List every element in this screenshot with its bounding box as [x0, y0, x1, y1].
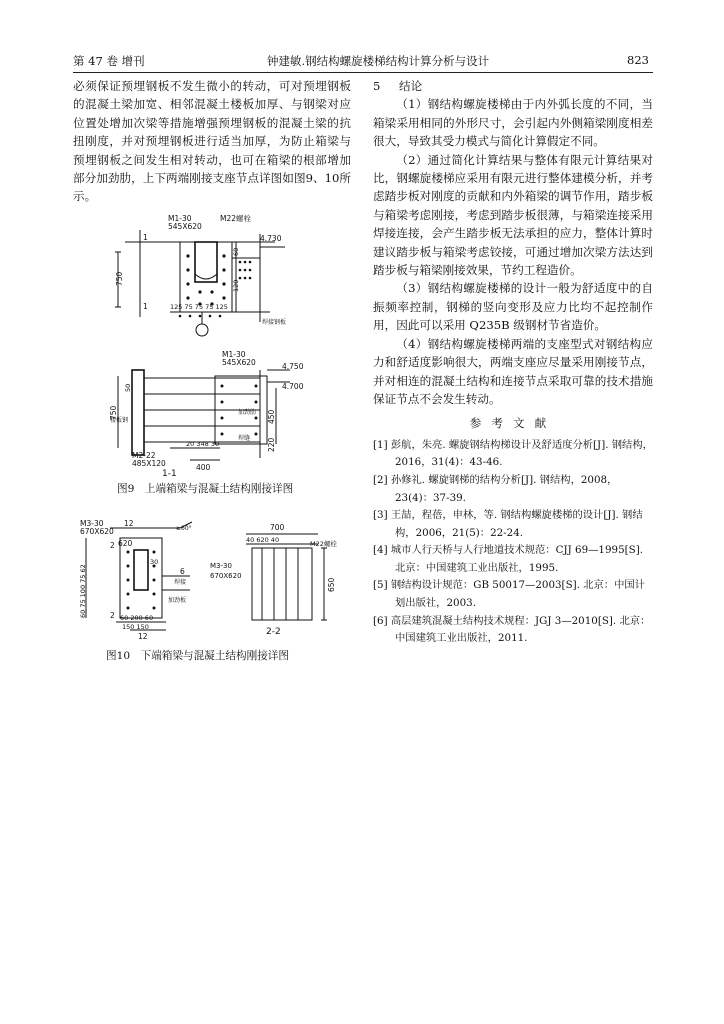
fig9-m1-size: 545X620 — [168, 222, 202, 231]
reference-item: [2] 孙修礼. 螺旋钢梯的结构分析[J]. 钢结构，2008，23(4)：37-39. — [373, 473, 618, 504]
fig9-s-stiffener-label: 加劲肋 — [238, 409, 257, 416]
fig9-weld-label: 焊接钢板 — [262, 319, 287, 326]
fig10-dim-6: 6 — [180, 567, 185, 576]
left-column — [73, 77, 351, 206]
fig10-m3-label: M3-30 — [80, 519, 104, 528]
fig9-dim-120: 120 — [232, 279, 240, 292]
fig10-r-m22: M22螺栓 — [310, 540, 337, 548]
section-heading — [373, 77, 653, 95]
fig9-section-mark-1: 1 — [143, 233, 148, 242]
conclusion-paragraph-3: （3）钢结构螺旋楼梯的设计一般为舒适度中的自振频率控制，钢梯的竖向变形及应力比均不起控制作用，因此可以采用 Q235B 级钢材节省造价。 — [373, 281, 653, 333]
fig9-s-elev2: 4.700 — [282, 382, 304, 391]
reference-item: [3] 王喆，程蓓，申林，等. 钢结构螺旋楼梯的设计[J]. 钢结构，2006，21(5)：22-24. — [373, 509, 643, 539]
fig10-r-m3-size: 670X620 — [210, 572, 242, 580]
conclusion-paragraph-2: （2）通过简化计算结果与整体有限元计算结果对比，钢螺旋楼梯应采用有限元进行整体建模分析，并考虑踏步板对刚度的贡献和内外箱梁的调节作用，踏步板与箱梁考虑刚接，考虑到踏步板很薄，与箱梁连接采用焊接连接，会产生踏步板无法承担的应力，整体计算时建议踏步板与箱梁考虑铰接，可通过增加次梁方法达到踏步板与箱梁刚接效果，节约工程造价。 — [373, 152, 653, 278]
fig9-s-m1-label: M1-30 — [222, 350, 246, 359]
figure10-left-drawing — [80, 518, 200, 643]
reference-item: [1] 彭航，朱亮. 螺旋钢结构梯设计及舒适度分析[J]. 钢结构，2016，31(4)：43-46. — [373, 438, 653, 469]
fig9-s-weld-label: 焊缝 — [238, 435, 251, 442]
running-header — [73, 50, 653, 73]
fig10-dim-12: 12 — [124, 519, 134, 528]
fig10-r-m3-label: M3-30 — [210, 562, 232, 570]
fig10-r-dim-650: 650 — [327, 577, 336, 592]
fig9-s-dim-450: 450 — [267, 409, 276, 424]
fig10-weld-label: 焊接 — [174, 579, 187, 586]
figure9-top-drawing — [110, 212, 290, 337]
journal-volume: 第 47 卷 增刊 — [73, 54, 145, 68]
fig9-s-dim-220: 220 — [267, 437, 276, 452]
fig9-s-slab-label: 楼板钢 — [110, 417, 129, 424]
fig10-r-dim-top: 40 620 40 — [246, 536, 280, 544]
conclusion-paragraph-4: （4）钢结构螺旋楼梯两端的支座型式对钢结构应力和舒适度影响很大，两端支座应尽量采用刚接节点，并对相连的混凝土结构和连接节点采取可靠的技术措施保证节点不会发生转动。 — [373, 336, 653, 406]
fig9-elevation: 4.730 — [260, 234, 282, 243]
fig9-s-m2-label: M2-22 — [132, 451, 156, 460]
fig9-dim-60: 60 — [232, 247, 240, 256]
reference-item: [6] 高层建筑混凝土结构技术规程：JGJ 3—2010[S]. 北京：中国建筑工业出版社，2011. — [373, 614, 651, 645]
fig9-section-title: 1-1 — [162, 469, 177, 479]
fig10-angle-label: ≥60° — [176, 525, 192, 532]
fig9-m22-label: M22螺栓 — [220, 214, 252, 223]
references-heading: 参考文献 — [469, 416, 557, 431]
fig9-section-mark-2: 1 — [143, 302, 148, 311]
fig10-dim-12b: 12 — [138, 632, 148, 641]
fig10-section-mark-b: 2 — [110, 611, 115, 620]
fig10-dim-left: 60 75 100 75 62 — [79, 564, 87, 618]
page-number: 823 — [627, 53, 649, 67]
fig10-dim-620: 620 — [118, 539, 133, 548]
fig10-stiffener-label: 加劲板 — [168, 597, 187, 604]
figure9-section-drawing — [110, 348, 320, 478]
fig9-s-dim-750: 750 — [109, 405, 118, 420]
fig10-r-dim-700: 700 — [270, 523, 285, 532]
reference-item: [4] 城市人行天桥与人行地道技术规范：CJJ 69—1995[S]. 北京：中国建筑工业出版社，1995. — [373, 544, 643, 574]
fig10-section-mark-a: 2 — [110, 541, 115, 550]
fig9-s-dims-bottom: 20 348 30 — [186, 440, 220, 448]
fig9-dim-bottom: 125 75 75 75 125 — [170, 303, 228, 311]
fig10-dim-bottom2: 150 150 — [122, 623, 149, 631]
conclusion-paragraph-1: （1）钢结构螺旋楼梯由于内外弧长度的不同，当箱梁采用相同的外形尺寸，会引起内外侧箱梁刚度相差很大，导致其受力模式与简化计算假定不同。 — [373, 97, 653, 149]
figure9-caption: 图9 上端箱梁与混凝土结构刚接详图 — [117, 483, 294, 495]
fig9-dim-750: 750 — [115, 271, 124, 286]
fig9-s-m1-size: 545X620 — [222, 358, 256, 367]
reference-item: [5] 钢结构设计规范：GB 50017—2003[S]. 北京：中国计划出版社，2003. — [373, 579, 645, 610]
figure10-caption: 图10 下端箱梁与混凝土结构刚接详图 — [106, 650, 289, 662]
fig10-dim-bottom1: 60 200 60 — [120, 614, 154, 622]
section-number: 5 — [373, 79, 381, 93]
fig10-m3-size: 670X620 — [80, 527, 114, 536]
figure10-right-drawing — [210, 518, 350, 643]
fig9-s-dim-50: 50 — [124, 383, 132, 392]
fig9-s-elev1: 4.750 — [282, 362, 304, 371]
fig9-s-dim-400: 400 — [196, 463, 211, 472]
fig9-s-m2-size: 485X120 — [132, 459, 166, 468]
fig10-r-section-title: 2-2 — [266, 627, 281, 637]
section-title: 结论 — [399, 79, 423, 93]
fig10-dim-30: 30 — [150, 558, 159, 566]
right-column — [373, 77, 653, 648]
body-paragraph: 必须保证预埋钢板不发生微小的转动，可对预埋钢板的混凝土梁加宽、相邻混凝土楼板加厚、与钢梁对应位置处增加次梁等措施增强预埋钢板的混凝土梁的抗扭刚度，并对预埋钢板进行适当加厚，为防止箱梁与预埋钢板之间发生相对转动，也可在箱梁的根部增加部分加劲肋，上下两端刚接支座节点详图如图9、10所示。 — [73, 79, 351, 204]
fig9-m1-label: M1-30 — [168, 214, 192, 223]
article-running-title: 钟建敏.钢结构螺旋楼梯结构计算分析与设计 — [267, 54, 490, 68]
